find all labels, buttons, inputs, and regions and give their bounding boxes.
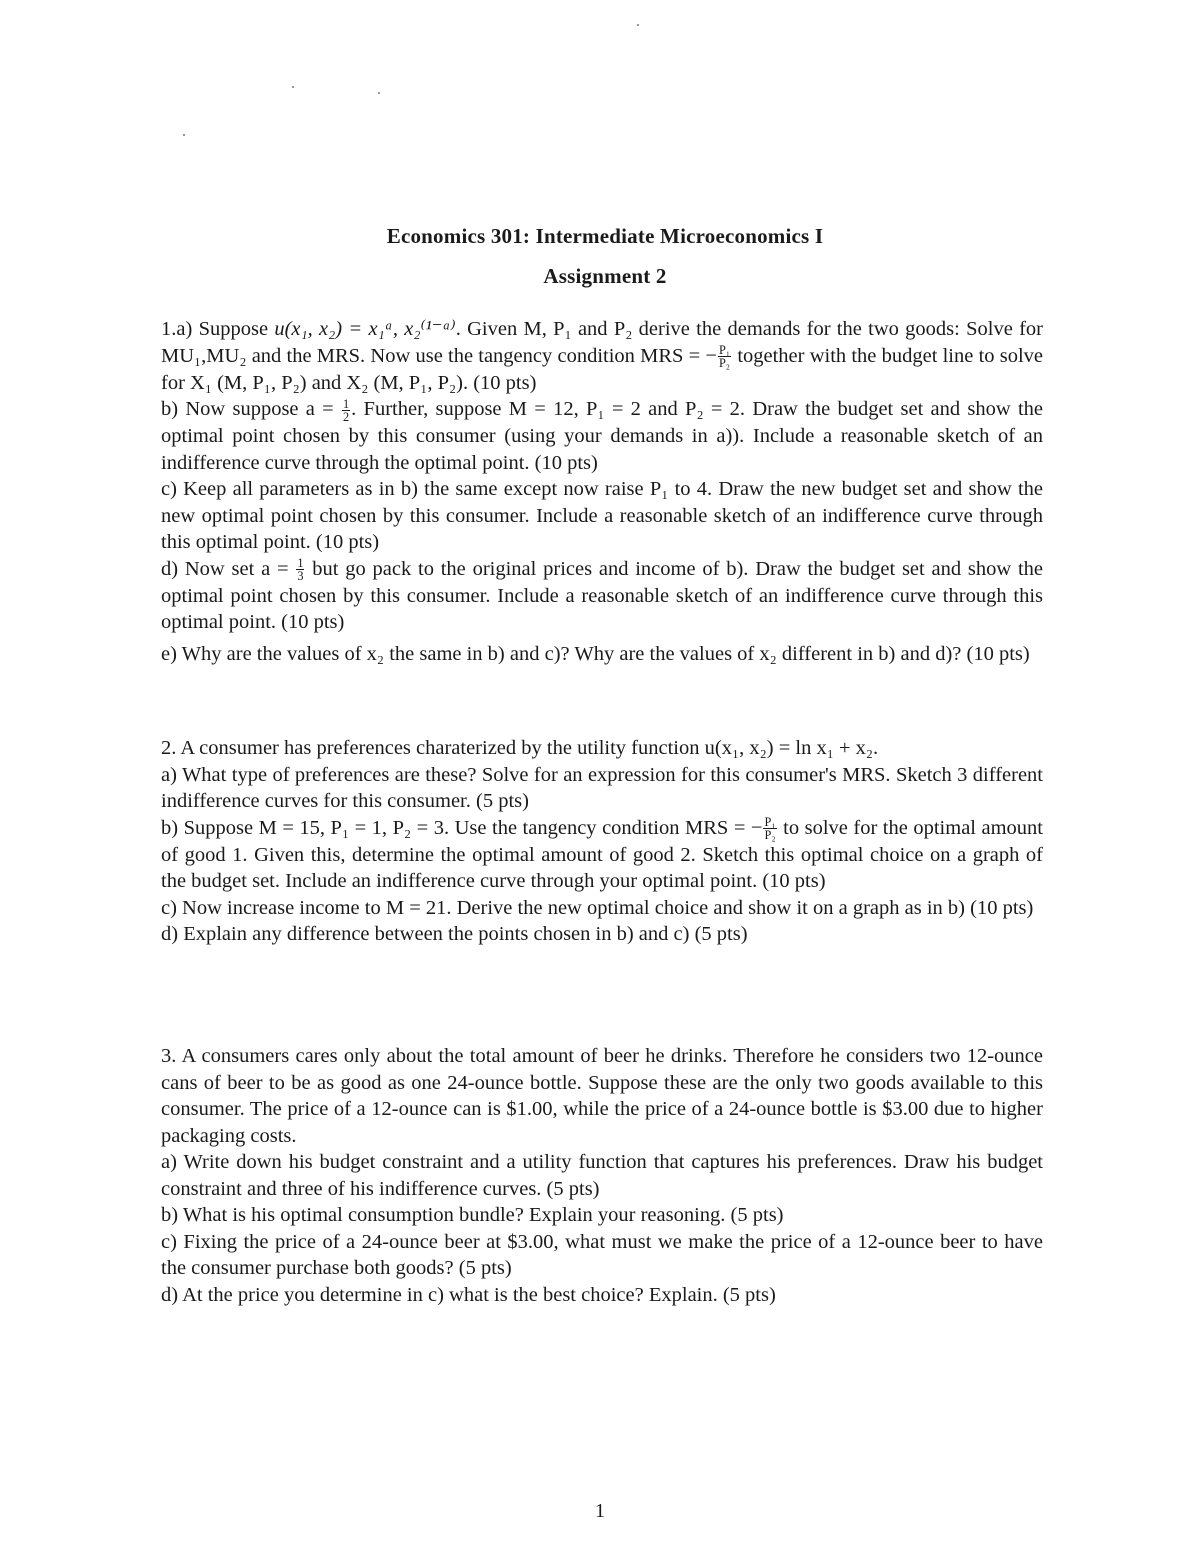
question-2a: a) What type of preferences are these? Solve for an expression for this consumer's MRS. Sketch 3 different indifference curves for this consumer. (5 pts) bbox=[161, 763, 1043, 812]
question-2c: c) Now increase income to M = 21. Derive the new optimal choice and show it on a graph as in b) (10 pts) bbox=[161, 896, 1034, 919]
question-2-intro: 2. A consumer has preferences charaterized by the utility function u(x₁, x₂) = ln x₁ + x₂. bbox=[161, 737, 879, 759]
q1d-frac-num: 1 bbox=[297, 556, 304, 571]
q1a-frac-num: P₁ bbox=[718, 343, 731, 357]
scan-speck bbox=[292, 86, 294, 88]
question-2d: d) Explain any difference between the points chosen in b) and c) (5 pts) bbox=[161, 923, 748, 946]
q2b-text: to solve for the optimal amount of good 1. Given this, determine the optimal amount of good 2. Sketch this optimal choice on a graph of the budget set. Include an indifference curve through your optimal point. (10 pts) bbox=[161, 816, 1044, 893]
question-1d bbox=[161, 556, 1043, 636]
question-3c: c) Fixing the price of a 24-ounce beer at $3.00, what must we make the price of a 12-ounce beer to have the consumer purchase both goods? (5 pts) bbox=[161, 1230, 1043, 1279]
q1a-text2: together with the budget line to solve for X₁ (M, P₁, P₂) and X₂ (M, P₁, P₂). (10 pts) bbox=[161, 344, 1043, 394]
q2b-frac-num: P₁ bbox=[764, 815, 776, 829]
q1b-frac-num: 1 bbox=[343, 396, 350, 411]
scan-speck bbox=[183, 134, 185, 136]
question-3-intro: 3. A consumers cares only about the total amount of beer he drinks. Therefore he considers two 12-ounce cans of beer to be as good as one 24-ounce bottle. Suppose these are the only two goods available to this consumer. The price of a 12-ounce can is $1.00, while the price of a 24-ounce bottle is $3.00 due to higher packaging costs. bbox=[161, 1045, 1043, 1147]
question-1c: c) Keep all parameters as in b) the same except now raise P₁ to 4. Draw the new budget set and show the new optimal point chosen by this consumer. Include a reasonable sketch of an indifference curve through this optimal point. (10 pts) bbox=[161, 478, 1043, 554]
q1d-text: but go pack to the original prices and income of b). Draw the budget set and show the optimal point chosen by this consumer. Include a reasonable sketch of an indifference curve through this optimal point. (10 pts) bbox=[161, 557, 1043, 634]
question-1a bbox=[161, 316, 1043, 396]
question-3d: d) At the price you determine in c) what is the best choice? Explain. (5 pts) bbox=[161, 1283, 776, 1306]
question-3 bbox=[161, 1043, 1043, 1308]
q1d-fraction bbox=[296, 557, 304, 583]
course-title: Economics 301: Intermediate Microeconomics I bbox=[386, 224, 824, 248]
q2b-frac-den: P₂ bbox=[764, 828, 776, 843]
q1d-frac-den: 3 bbox=[297, 569, 304, 584]
q1d-prefix: d) Now set a = bbox=[161, 557, 296, 580]
q1a-prefix: 1.a) Suppose bbox=[161, 318, 275, 340]
question-3b: b) What is his optimal consumption bundle? Explain your reasoning. (5 pts) bbox=[161, 1204, 784, 1226]
question-3a: a) Write down his budget constraint and a utility function that captures his preferences. Draw his budget constraint and three of his indifference curves. (5 pts) bbox=[161, 1151, 1043, 1200]
q1a-price-ratio bbox=[718, 344, 731, 370]
q1b-frac-den: 2 bbox=[343, 409, 350, 424]
q1a-frac-den: P₂ bbox=[718, 356, 731, 371]
q1b-fraction bbox=[342, 398, 350, 424]
question-2b bbox=[161, 815, 1043, 895]
q1a-text: . Given M, P₁ and P₂ derive the demands for the two goods: Solve for MU₁,MU₂ and the MRS. Now use the tangency condition MRS = − bbox=[161, 318, 1043, 367]
question-2 bbox=[161, 735, 1043, 948]
q2b-price-ratio bbox=[763, 816, 776, 842]
question-1e: e) Why are the values of x₂ the same in b) and c)? Why are the values of x₂ different in b) and d)? (10 pts) bbox=[161, 642, 1030, 665]
scan-speck bbox=[378, 92, 380, 94]
scan-speck bbox=[637, 24, 639, 26]
q1b-text: . Further, suppose M = 12, P₁ = 2 and P₂ = 2. Draw the budget set and show the optimal point chosen by this consumer (using your demands in a)). Include a reasonable sketch of an indifference curve through the optimal point. (10 pts) bbox=[161, 398, 1044, 474]
page-number: 1 bbox=[595, 1500, 605, 1522]
q1b-prefix: b) Now suppose a = bbox=[161, 398, 341, 421]
q2b-prefix: b) Suppose M = 15, P₁ = 1, P₂ = 3. Use the tangency condition MRS = − bbox=[161, 816, 763, 839]
question-1 bbox=[161, 316, 1043, 667]
assignment-title: Assignment 2 bbox=[543, 264, 667, 288]
question-1b bbox=[161, 396, 1043, 476]
q1a-utility: u(x₁, x₂) = x₁ᵃ, x₂⁽¹⁻ᵃ⁾ bbox=[274, 318, 456, 340]
